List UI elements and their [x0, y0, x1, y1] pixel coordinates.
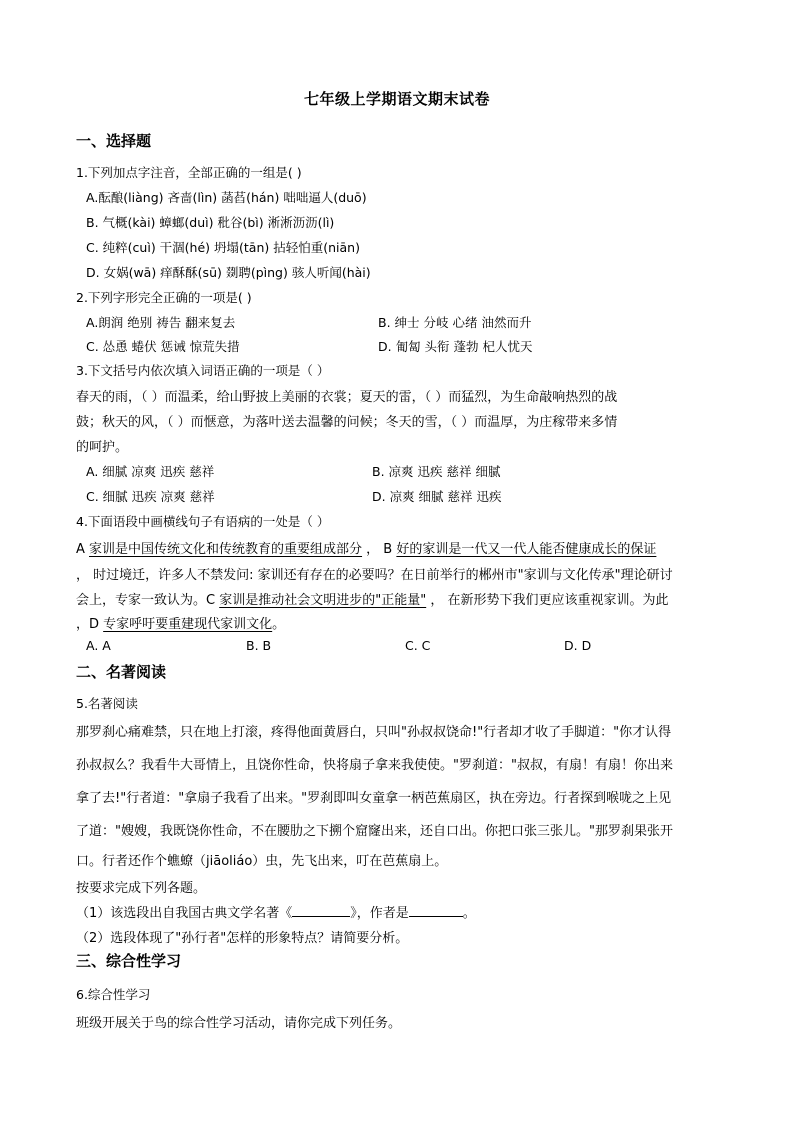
passage-text: ，D [76, 617, 104, 632]
underlined-sentence-b: 好的家训是一代又一代人能否健康成长的保证 [396, 542, 657, 557]
question-6-text: 班级开展关于鸟的综合性学习活动，请你完成下列任务。 [76, 1016, 402, 1031]
passage-text: ， 在新形势下我们更应该重视家训。为此 [426, 593, 669, 608]
question-3-passage-line: 春天的雨，（ ）而温柔，给山野披上美丽的衣裳；夏天的雷，（ ）而猛烈，为生命敲响热烈的战 [76, 390, 618, 405]
section-heading-classics: 二、名著阅读 [76, 663, 167, 681]
question-4-passage-line [76, 538, 656, 557]
question-2-option-c: C. 怂恿 蜷伏 惩诫 惊荒失措 [86, 339, 240, 354]
question-4-option-b: B. B [246, 638, 272, 653]
question-2-option-a: A.朗润 绝别 祷告 翻来复去 [86, 315, 236, 330]
question-2-option-b: B. 绅士 分岐 心绪 油然而升 [378, 315, 532, 330]
question-4-passage-line: ， 时过境迁，许多人不禁发问: 家训还有存在的必要吗？在日前举行的郴州市"家训与文化传承"理论研讨 [76, 568, 673, 583]
underlined-sentence-c: 家训是推动社会文明进步的"正能量" [219, 593, 427, 608]
question-1-option-c: C. 纯粹(cuì) 干涸(hé) 坍塌(tān) 拈轻怕重(niān) [86, 240, 360, 255]
section-heading-comprehensive: 三、综合性学习 [76, 952, 182, 970]
passage-text: 。 [272, 617, 286, 632]
passage-text: 会上，专家一致认为。C [76, 593, 220, 608]
question-5-instruction: 按要求完成下列各题。 [76, 881, 207, 896]
author-blank[interactable] [409, 916, 463, 917]
question-2-option-d: D. 匍匐 头衔 蓬勃 杞人忧天 [378, 339, 533, 354]
question-2-stem: 2.下列字形完全正确的一项是( ) [76, 290, 252, 305]
question-6-label: 6.综合性学习 [76, 987, 151, 1002]
question-1-stem: 1.下列加点字注音，全部正确的一组是( ) [76, 165, 302, 180]
question-5-passage-line: 孙叔叔么？我看牛大哥情上，且饶你性命，快将扇子拿来我使使。"罗刹道："叔叔，有扇！有扇！你出来 [76, 758, 673, 773]
question-3-option-a: A. 细腻 凉爽 迅疾 慈祥 [86, 464, 215, 479]
book-title-blank[interactable] [292, 916, 350, 917]
question-4-option-d: D. D [564, 638, 592, 653]
question-1-option-b: B. 气概(kài) 蟑螂(duì) 秕谷(bì) 淅淅沥沥(lì) [86, 215, 335, 230]
question-5-passage-line: 那罗刹心痛难禁，只在地上打滚，疼得他面黄唇白，只叫"孙叔叔饶命!"行者却才收了手脚道："你才认得 [76, 725, 672, 740]
page-title: 七年级上学期语文期末试卷 [303, 90, 490, 108]
question-3-passage-line: 鼓；秋天的风，（ ）而惬意，为落叶送去温馨的问候；冬天的雪，（ ）而温厚，为庄稼带来多情 [76, 415, 618, 430]
question-4-option-a: A. A [86, 638, 111, 653]
question-5-passage-line: 口。行者还作个蟭蟟（jiāoliáo）虫，先飞出来，叮在芭蕉扇上。 [76, 854, 448, 869]
question-3-option-c: C. 细腻 迅疾 凉爽 慈祥 [86, 489, 215, 504]
question-5-sub-1 [76, 902, 476, 921]
question-1-option-d: D. 女娲(wā) 痒酥酥(sū) 剟聘(pìng) 骇人听闻(hài) [86, 265, 371, 280]
question-3-stem: 3.下文括号内依次填入词语正确的一项是（ ） [76, 363, 330, 378]
section-heading-choice: 一、选择题 [76, 132, 152, 150]
question-5-label: 5.名著阅读 [76, 696, 138, 711]
question-1-option-a: A.酝酿(liàng) 吝啬(lìn) 菡萏(hán) 咄咄逼人(duō) [86, 190, 367, 205]
question-4-stem: 4.下面语段中画横线句子有语病的一处是（ ） [76, 514, 330, 529]
question-3-option-d: D. 凉爽 细腻 慈祥 迅疾 [372, 489, 502, 504]
sub-1-text: （1）该选段出自我国古典文学名著《 [76, 906, 293, 921]
question-3-passage-line: 的呵护。 [76, 440, 129, 455]
question-4-passage-line [76, 589, 668, 608]
underlined-sentence-a: 家训是中国传统文化和传统教育的重要组成部分 [89, 542, 363, 557]
question-3-option-b: B. 凉爽 迅疾 慈祥 细腻 [372, 464, 501, 479]
underlined-sentence-d: 专家呼吁要重建现代家训文化 [103, 617, 273, 632]
question-4-option-c: C. C [405, 638, 431, 653]
question-5-sub-2: （2）选段体现了"孙行者"怎样的形象特点？请简要分析。 [76, 931, 409, 946]
question-5-passage-line: 拿了去!"行者道："拿扇子我看了出来。"罗刹即叫女童拿一柄芭蕉扇区，执在旁边。行者探到喉咙之上见 [76, 791, 672, 806]
sub-1-text: 。 [462, 906, 476, 921]
sentence-b-label: ， B [362, 542, 397, 557]
sub-1-text: 》，作者是 [350, 906, 409, 921]
sentence-a-label: A [76, 542, 90, 557]
question-5-passage-line: 了道："嫂嫂，我既饶你性命，不在腰肋之下搠个窟窿出来，还自口出。你把口张三张儿。"那罗刹果张开 [76, 824, 673, 839]
question-4-passage-line [76, 613, 285, 632]
